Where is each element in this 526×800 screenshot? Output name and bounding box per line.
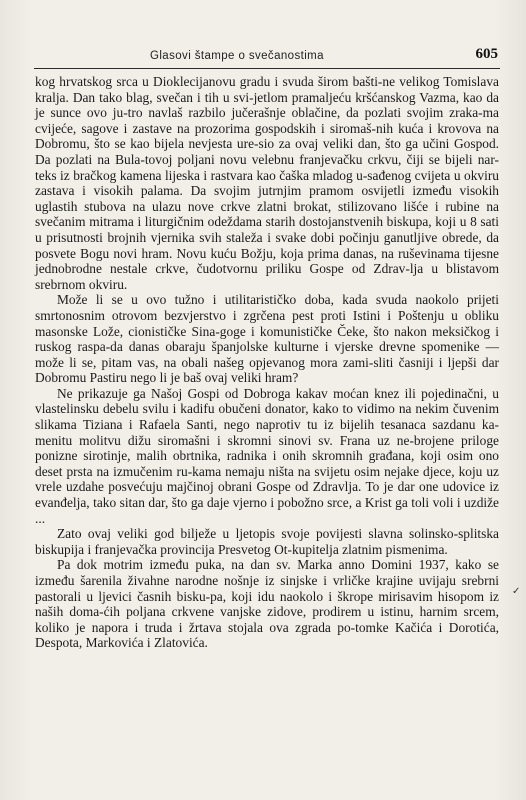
paragraph-3: Ne prikazuje ga Našoj Gospi od Dobroga kakav moćan knez ili pojedinačni, u vlastelinsku debelu svilu i kadifu obučeni donator, kako to vidimo na nekim čuvenim slikama Tiziana i Rafaela Santi, nego naprotiv tu iz bijelih tesanaca sazdanu ka-menitu molitvu dižu siromašni i skromni sinovi sv. Frana uz ne-brojene priloge ponizne sirotinje, malih obrtnika, radnika i onih skromnih građana, koji osim ono deset prsta na izmučenim ru-kama nemaju ništa na svijetu osim nejake djece, koju uz vrele uzdahe posvećuju majčinoj obrani Gospe od Zdravlja. To je dar one udovice iz evanđelja, tako sitan dar, što ga daje vjerno i pobožno srce, a Krist ga toli voli i uzdiže ... bbox=[35, 385, 499, 526]
page-header bbox=[34, 46, 500, 69]
margin-mark: ✓ bbox=[512, 586, 521, 597]
running-head: Glasovi štampe o svečanostima bbox=[150, 50, 324, 62]
paragraph-5: Pa dok motrim između puka, na dan sv. Marka anno Domini 1937, kako se između šarenila živahne narodne nošnje iz sinjske i vrličke krajine uvijaju srebrni pastorali u ljevici časnih bisku-pa, koji idu naokolo i škrope mirisavim hisopom iz naših doma-ćih poljana crkvene vanjske zidove, prodirem u istinu, harnim srcem, koliko je napora i truda i žrtava stojala ova zgrada po-tomke Kačića i Dorotića, Despota, Markovića i Zlatovića. bbox=[35, 557, 499, 651]
paragraph-2: Može li se u ovo tužno i utilitarističko doba, kada svuda naokolo prijeti smrtonosnim otrovom bezvjerstvo i zgrčena pest proti Istini i Poštenju u obliku masonske Lože, cionističke Sina-goge i komunističke Čeke, što nakon meksičkog i ruskog raspa-da danas obaraju španjolske kulturne i vjerske drevne spomenike — može li se, pitam vas, na obali našeg opjevanog mora zami-sliti časniji i ljepši dar Dobromu Pastiru nego li je baš ovaj veliki hram? bbox=[35, 292, 499, 386]
paragraph-1: kog hrvatskog srca u Dioklecijanovu gradu i svuda širom bašti-ne velikog Tomislava kralja. Dan tako blag, svečan i tih u svi-jetlom pramaljeću kršćanskog Vazma, kao da je sunce ovo ju-tro navlaš razbilo jučerašnje oblačine, da pozlati svojim zraka-ma cvijeće, sagove i zastave na prozorima gospodskih i siromaš-nih kuća i krovova na Dobromu, što se kao bijela nevjesta ure-sio za ovaj veliki dan, što ga učini Gospod. Da pozlati na Bula-tovoj poljani novu velebnu franjevačku crkvu, čiji se bijeli nar-teks iz bračkog kamena lijeska i rastvara kao čaška mladog u-sađenog cvijeta u okviru zastava i visokih palama. Da svojim jutrnjim pramom osvijetli između visokih uglastih stubova na ulazu nove crkve zlatni brokat, stilizovano lišće i rubine na svečanim mitrama i liturgičnim odeždama starih dostojanstvenih biskupa, koji u 8 sati u prisutnosti brojnih vjernika svih staleža i svake dobi počinju ganutljive obrede, da posvete Bogu novi hram. Novu kuću Božju, koja prima danas, na ruševinama tijesne jednobrodne nestale crkve, čudotvornu priliku Gospe od Zdrav-lja u blistavom srebrnom okviru. bbox=[35, 74, 499, 292]
paragraph-4: Zato ovaj veliki god bilježe u ljetopis svoje povijesti slavna solinsko-splitska biskupija i franjevačka provincija Presvetog Ot-kupitelja zlatnim pismenima. bbox=[35, 526, 499, 557]
article-body bbox=[35, 74, 499, 651]
page-number: 605 bbox=[475, 46, 498, 62]
